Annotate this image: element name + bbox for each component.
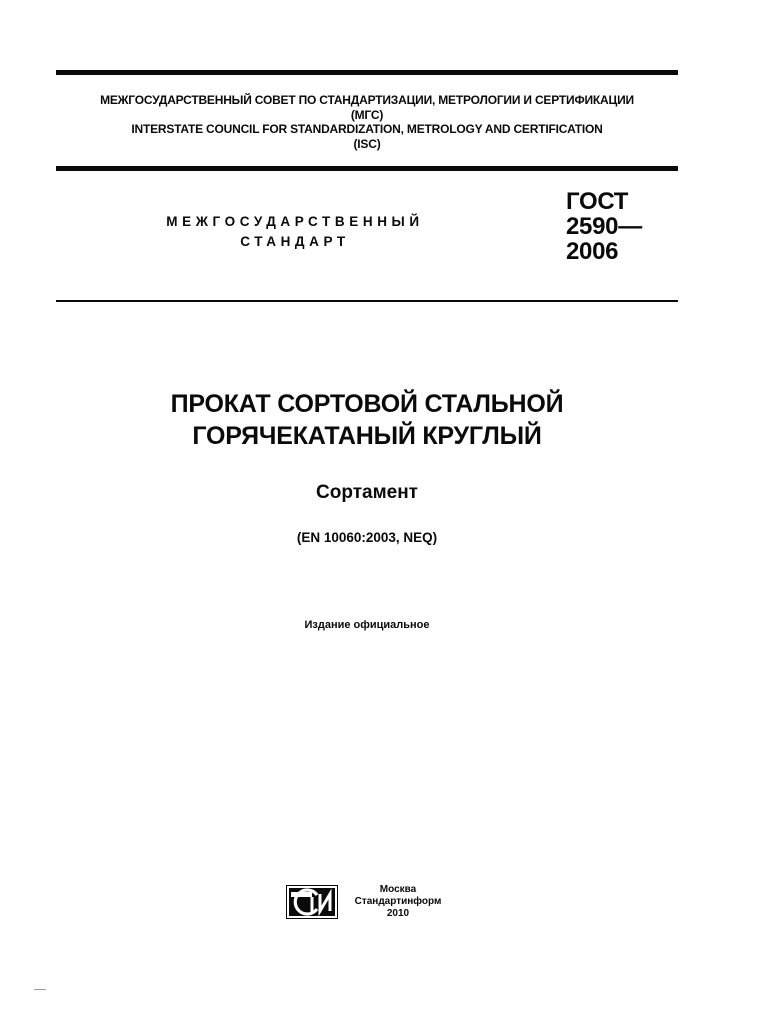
designation-year: 2006 (566, 238, 619, 265)
document-title (56, 388, 678, 452)
council-abbr-ru: (МГС) (350, 107, 384, 122)
council-header (56, 93, 678, 151)
designation-prefix: ГОСТ (566, 188, 629, 215)
top-rule (56, 70, 678, 75)
council-name-en: INTERSTATE COUNCIL FOR STANDARDIZATION, METROLOGY AND CERTIFICATION (131, 122, 603, 136)
publisher-year: 2010 (386, 908, 410, 919)
title-line2: ГОРЯЧЕКАТАНЫЙ КРУГЛЫЙ (192, 422, 542, 450)
scan-margin-mark (34, 989, 46, 990)
standard-designation (566, 189, 642, 264)
title-rule (56, 300, 678, 302)
publisher-logo-icon (286, 885, 338, 919)
standard-kind-line1: МЕЖГОСУДАРСТВЕННЫЙ (166, 214, 424, 229)
edition-note: Издание официальное (304, 619, 430, 631)
designation-number: 2590— (566, 213, 642, 240)
council-name-ru: МЕЖГОСУДАРСТВЕННЫЙ СОВЕТ ПО СТАНДАРТИЗАЦИИ, МЕТРОЛОГИИ И СЕРТИФИКАЦИИ (100, 93, 634, 107)
international-equivalence: (EN 10060:2003, NEQ) (296, 530, 438, 545)
publisher-name: Стандартинформ (354, 896, 442, 907)
standard-kind-line2: СТАНДАРТ (240, 234, 350, 249)
title-line1: ПРОКАТ СОРТОВОЙ СТАЛЬНОЙ (170, 390, 564, 418)
header-rule (56, 166, 678, 171)
publisher-block (340, 884, 456, 920)
document-subtitle: Сортамент (316, 482, 418, 503)
standard-kind (150, 212, 440, 252)
council-abbr-en: (ISC) (353, 136, 381, 151)
publisher-city: Москва (379, 884, 417, 895)
